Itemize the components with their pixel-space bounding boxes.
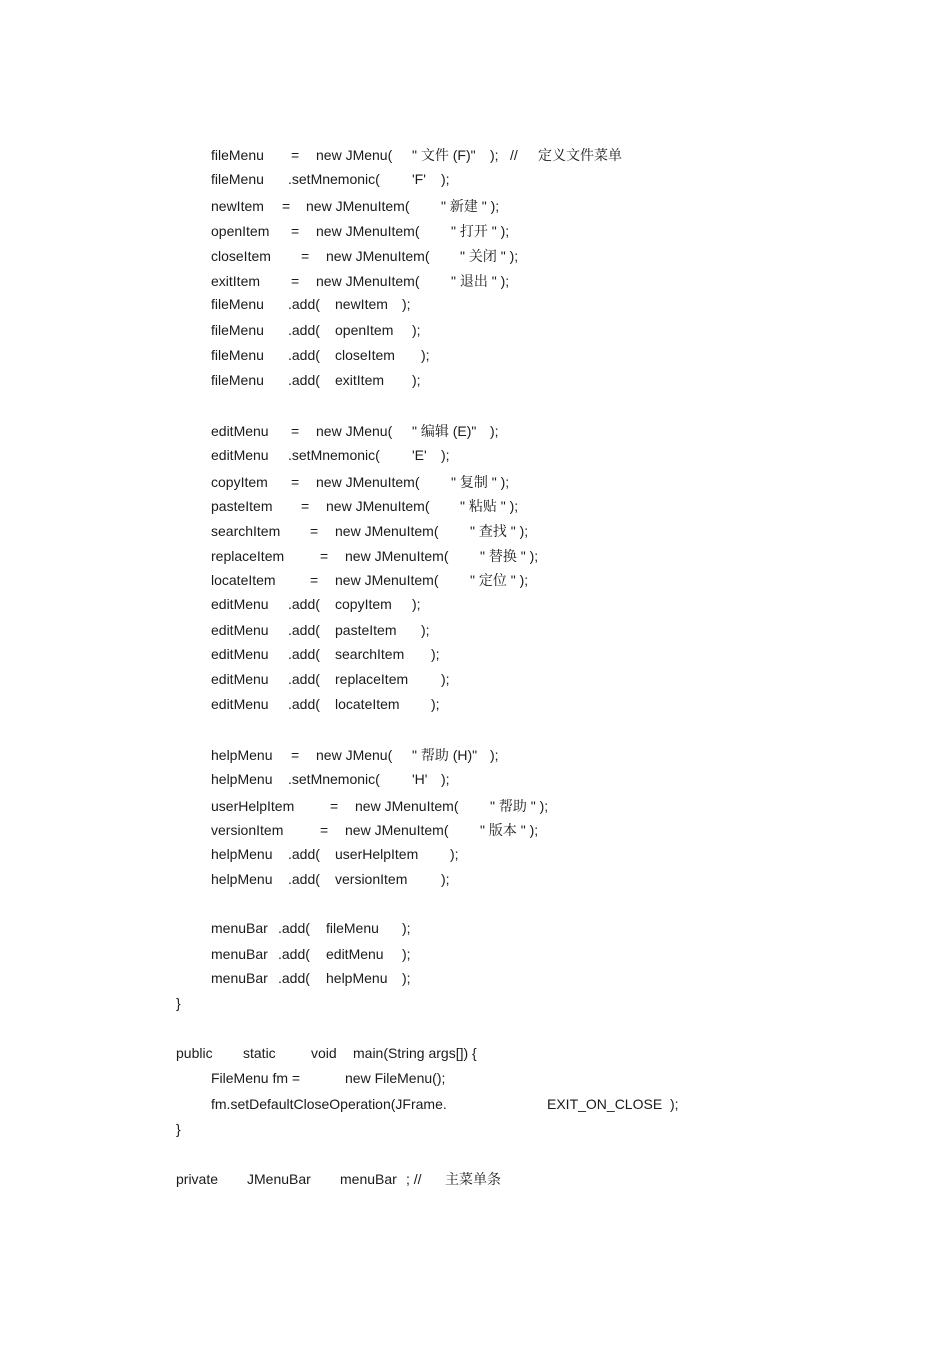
code-token: .add(: [288, 671, 320, 687]
code-token: .add(: [288, 646, 320, 662]
code-token: editMenu: [326, 946, 384, 962]
code-token: );: [450, 846, 459, 862]
code-token: );: [402, 946, 411, 962]
code-token: new JMenuItem(: [316, 223, 420, 239]
code-token: new JMenu(: [316, 147, 393, 163]
code-token: new JMenuItem(: [345, 822, 449, 838]
code-token: " 复制 " );: [451, 474, 510, 490]
code-token: void: [311, 1045, 337, 1061]
code-token: editMenu: [211, 646, 269, 662]
code-token: .add(: [288, 322, 320, 338]
code-token: new JMenuItem(: [335, 523, 439, 539]
code-token: replaceItem: [335, 671, 409, 687]
code-token: 定义文件菜单: [538, 147, 622, 163]
code-token: menuBar: [211, 946, 268, 962]
code-token: closeItem: [335, 347, 395, 363]
code-token: );: [412, 322, 421, 338]
code-token: .add(: [278, 946, 310, 962]
code-token: =: [310, 572, 319, 588]
code-token: exitItem: [211, 273, 261, 289]
code-token: pasteItem: [335, 622, 397, 638]
code-token: 'F': [412, 171, 426, 187]
code-token: fileMenu: [211, 147, 264, 163]
code-token: menuBar: [340, 1171, 397, 1187]
code-token: main(String args[]) {: [353, 1045, 477, 1061]
code-token: helpMenu: [211, 771, 273, 787]
code-token: static: [243, 1045, 276, 1061]
code-token: EXIT_ON_CLOSE: [547, 1096, 663, 1112]
code-token: .setMnemonic(: [288, 447, 380, 463]
code-token: userHelpItem: [335, 846, 419, 862]
code-token: private: [176, 1171, 219, 1187]
code-token: menuBar: [211, 920, 268, 936]
code-token: editMenu: [211, 447, 269, 463]
code-token: editMenu: [211, 596, 269, 612]
code-token: public: [176, 1045, 213, 1061]
code-token: " 编辑 (E)": [412, 423, 477, 439]
code-token: fileMenu: [211, 322, 264, 338]
code-token: " 退出 " );: [451, 273, 510, 289]
code-token: new JMenuItem(: [345, 548, 449, 564]
code-token: );: [441, 671, 450, 687]
code-token: helpMenu: [211, 846, 273, 862]
code-token: editMenu: [211, 696, 269, 712]
code-token: closeItem: [211, 248, 271, 264]
code-token: new JMenuItem(: [316, 273, 420, 289]
code-token: .add(: [288, 296, 320, 312]
code-token: helpMenu: [326, 970, 388, 986]
code-token: =: [282, 198, 291, 214]
code-token: openItem: [335, 322, 394, 338]
code-token: .add(: [288, 622, 320, 638]
code-token: " 替换 " );: [480, 548, 539, 564]
code-token: " 帮助 " );: [490, 798, 549, 814]
code-token: fileMenu: [211, 296, 264, 312]
code-token: 主菜单条: [445, 1171, 501, 1187]
code-token: versionItem: [335, 871, 408, 887]
code-token: new JMenu(: [316, 423, 393, 439]
code-token: " 查找 " );: [470, 523, 529, 539]
code-token: new JMenuItem(: [306, 198, 410, 214]
code-token: =: [301, 248, 310, 264]
code-token: " 新建 " );: [441, 198, 500, 214]
code-token: }: [176, 995, 181, 1011]
code-token: locateItem: [211, 572, 276, 588]
code-token: );: [670, 1096, 679, 1112]
code-token: openItem: [211, 223, 270, 239]
code-token: );: [402, 970, 411, 986]
code-token: new JMenuItem(: [316, 474, 420, 490]
code-token: new JMenuItem(: [326, 498, 430, 514]
code-token: locateItem: [335, 696, 400, 712]
code-token: );: [441, 771, 450, 787]
code-token: =: [301, 498, 310, 514]
code-token: new JMenuItem(: [355, 798, 459, 814]
code-token: fm.setDefaultCloseOperation(JFrame.: [211, 1096, 447, 1112]
code-token: newItem: [211, 198, 264, 214]
code-token: new JMenuItem(: [326, 248, 430, 264]
code-token: );: [402, 296, 411, 312]
code-token: new FileMenu();: [345, 1070, 446, 1086]
code-token: =: [291, 273, 300, 289]
code-token: searchItem: [335, 646, 405, 662]
code-token: .add(: [288, 846, 320, 862]
code-token: editMenu: [211, 671, 269, 687]
code-token: =: [320, 548, 329, 564]
code-token: " 打开 " );: [451, 223, 510, 239]
code-token: =: [320, 822, 329, 838]
code-token: " 帮助 (H)": [412, 747, 478, 763]
code-token: copyItem: [211, 474, 268, 490]
code-token: );: [441, 871, 450, 887]
code-token: =: [291, 423, 300, 439]
code-token: .add(: [288, 596, 320, 612]
code-token: .setMnemonic(: [288, 771, 380, 787]
code-token: " 关闭 " );: [460, 248, 519, 264]
code-token: FileMenu fm =: [211, 1070, 301, 1086]
code-token: );: [441, 171, 450, 187]
code-token: =: [330, 798, 339, 814]
code-token: 'H': [412, 771, 428, 787]
code-token: =: [291, 223, 300, 239]
code-token: " 粘贴 " );: [460, 498, 519, 514]
code-token: ; //: [406, 1171, 422, 1187]
code-token: .add(: [288, 372, 320, 388]
code-token: .add(: [288, 347, 320, 363]
code-token: .add(: [278, 970, 310, 986]
code-token: =: [291, 747, 300, 763]
code-token: exitItem: [335, 372, 385, 388]
code-token: searchItem: [211, 523, 281, 539]
code-token: );: [490, 423, 499, 439]
code-token: editMenu: [211, 622, 269, 638]
code-token: replaceItem: [211, 548, 285, 564]
code-token: editMenu: [211, 423, 269, 439]
code-token: );: [431, 696, 440, 712]
code-token: );: [412, 372, 421, 388]
code-token: fileMenu: [211, 171, 264, 187]
code-token: .setMnemonic(: [288, 171, 380, 187]
code-token: );: [490, 147, 499, 163]
code-token: versionItem: [211, 822, 284, 838]
code-token: fileMenu: [211, 347, 264, 363]
code-token: );: [441, 447, 450, 463]
code-token: );: [402, 920, 411, 936]
code-token: userHelpItem: [211, 798, 295, 814]
code-token: 'E': [412, 447, 427, 463]
code-token: " 定位 " );: [470, 572, 529, 588]
code-token: pasteItem: [211, 498, 273, 514]
code-token: =: [291, 147, 300, 163]
code-token: );: [421, 622, 430, 638]
code-token: //: [510, 147, 518, 163]
code-token: .add(: [288, 696, 320, 712]
code-token: copyItem: [335, 596, 392, 612]
code-token: helpMenu: [211, 747, 273, 763]
code-token: .add(: [278, 920, 310, 936]
code-token: helpMenu: [211, 871, 273, 887]
code-token: );: [490, 747, 499, 763]
code-token: fileMenu: [326, 920, 379, 936]
code-token: }: [176, 1121, 181, 1137]
code-token: new JMenu(: [316, 747, 393, 763]
code-token: newItem: [335, 296, 388, 312]
code-token: fileMenu: [211, 372, 264, 388]
code-token: );: [431, 646, 440, 662]
code-token: =: [310, 523, 319, 539]
code-token: JMenuBar: [247, 1171, 311, 1187]
code-token: .add(: [288, 871, 320, 887]
code-token: " 文件 (F)": [412, 147, 476, 163]
code-token: menuBar: [211, 970, 268, 986]
code-token: );: [412, 596, 421, 612]
code-token: =: [291, 474, 300, 490]
code-token: );: [421, 347, 430, 363]
code-token: " 版本 " );: [480, 822, 539, 838]
code-token: new JMenuItem(: [335, 572, 439, 588]
